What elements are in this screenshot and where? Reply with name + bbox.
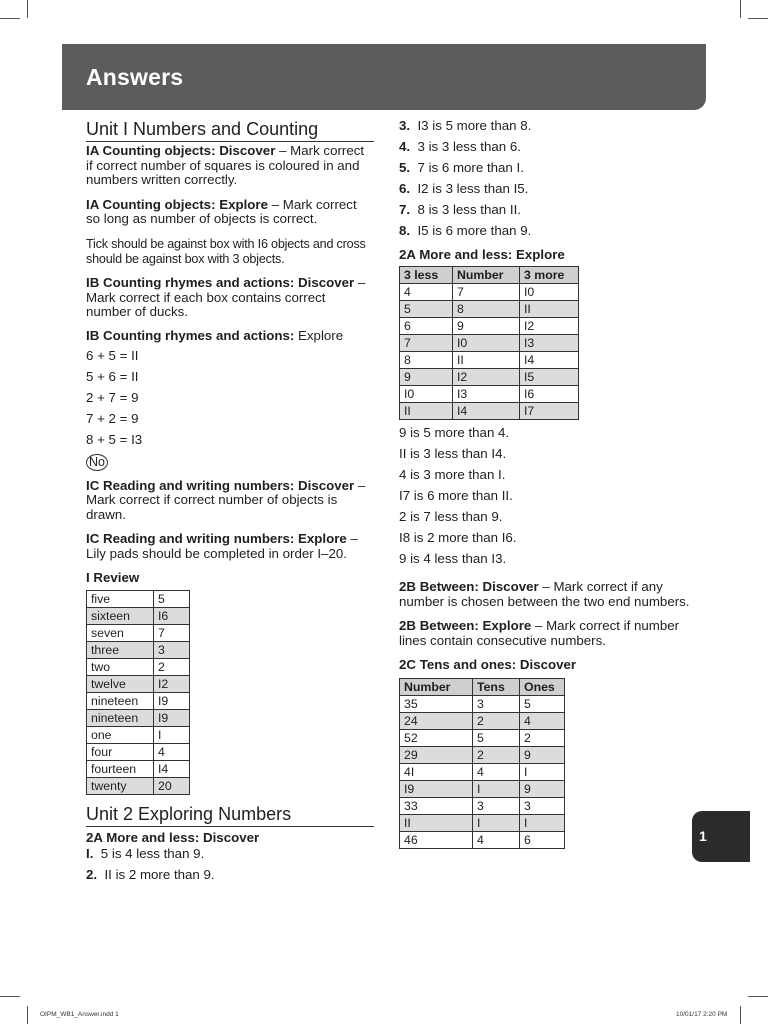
cell: 24 — [400, 713, 473, 730]
cell: I2 — [520, 318, 579, 335]
table-row — [400, 284, 579, 301]
table-row — [87, 675, 190, 692]
review-table — [86, 590, 190, 795]
cell: I5 — [520, 369, 579, 386]
cell: 2 — [473, 747, 520, 764]
cell: 9 — [400, 369, 453, 386]
cell: 8 — [453, 301, 520, 318]
cell: I — [520, 764, 565, 781]
cell: 52 — [400, 730, 473, 747]
equation-list — [86, 348, 374, 453]
unit1-title: Unit I Numbers and Counting — [86, 118, 374, 142]
review-word: fourteen — [87, 760, 154, 777]
cell: 5 — [520, 696, 565, 713]
numbered-answer: 5. 7 is 6 more than I. — [399, 160, 524, 175]
page-number: 1 — [699, 828, 707, 844]
unit2-title: Unit 2 Exploring Numbers — [86, 803, 374, 827]
unit1-para-tick: Tick should be against box with I6 objects and cross should be against box with 3 objects. — [86, 236, 366, 266]
unit1-para-1a-explore: IA Counting objects: Explore – Mark correct so long as number of objects is correct. — [86, 196, 357, 227]
crop-mark — [740, 0, 741, 18]
table-row — [400, 403, 579, 420]
table-row — [400, 832, 565, 849]
crop-mark — [27, 0, 28, 18]
cell: I6 — [520, 386, 579, 403]
right-column — [399, 118, 699, 849]
equation: 5 + 6 = II — [86, 368, 139, 384]
page-tab — [692, 811, 750, 862]
cell: 9 — [520, 747, 565, 764]
review-word: seven — [87, 624, 154, 641]
review-number: 3 — [154, 641, 190, 658]
table-row — [87, 760, 190, 777]
table-row — [400, 386, 579, 403]
table-row — [400, 352, 579, 369]
table-header-row — [400, 267, 579, 284]
cell: I4 — [453, 403, 520, 420]
more-less-table — [399, 266, 579, 420]
equation: 6 + 5 = II — [86, 347, 139, 363]
2b-discover: 2B Between: Discover – Mark correct if any number is chosen between the two end numbers. — [399, 579, 690, 609]
cell: I7 — [520, 403, 579, 420]
unit1-para-1a-discover: IA Counting objects: Discover – Mark correct if correct number of squares is coloured in and numbers written correctly. — [86, 143, 365, 188]
numbered-answer: 8. I5 is 6 more than 9. — [399, 223, 532, 238]
table-row — [87, 743, 190, 760]
2c-title: 2C Tens and ones: Discover — [399, 657, 577, 673]
equation: 2 + 7 = 9 — [86, 389, 139, 405]
numbered-answer: 2. II is 2 more than 9. — [86, 866, 215, 882]
table-row — [87, 726, 190, 743]
cell: I4 — [520, 352, 579, 369]
review-word: nineteen — [87, 709, 154, 726]
table-row — [87, 607, 190, 624]
equation: 8 + 5 = I3 — [86, 431, 143, 447]
cell: 9 — [520, 781, 565, 798]
2b-explore: 2B Between: Explore – Mark correct if number lines contain consecutive numbers. — [399, 618, 680, 648]
cell: 33 — [400, 798, 473, 815]
cell: 5 — [473, 730, 520, 747]
cell: 4I — [400, 764, 473, 781]
cell: II — [520, 301, 579, 318]
answers-header — [62, 44, 706, 110]
review-number: I — [154, 726, 190, 743]
sentence: 9 is 5 more than 4. — [399, 425, 510, 440]
column-header: 3 less — [400, 267, 453, 284]
review-number: I4 — [154, 760, 190, 777]
cell: 46 — [400, 832, 473, 849]
cell: I2 — [453, 369, 520, 386]
cell: 4 — [520, 713, 565, 730]
tens-ones-table — [399, 678, 565, 849]
cell: 7 — [400, 335, 453, 352]
column-header: 3 more — [520, 267, 579, 284]
cell: I3 — [453, 386, 520, 403]
table-row — [400, 747, 565, 764]
unit1-para-1c-discover: IC Reading and writing numbers: Discover – Mark correct if correct number of objects is drawn. — [86, 477, 366, 522]
review-number: 4 — [154, 743, 190, 760]
cell: 7 — [453, 284, 520, 301]
table-row — [400, 764, 565, 781]
table-row — [87, 709, 190, 726]
unit1-para-1b-explore: IB Counting rhymes and actions: Explore — [86, 327, 344, 343]
unit1-para-1b-discover: IB Counting rhymes and actions: Discover – Mark correct if each box contains correct number of ducks. — [86, 275, 366, 320]
table-row — [87, 692, 190, 709]
equation: 7 + 2 = 9 — [86, 410, 139, 426]
cell: I0 — [400, 386, 453, 403]
sentence: I8 is 2 more than I6. — [399, 530, 517, 545]
review-word: twenty — [87, 777, 154, 794]
left-column — [86, 118, 374, 888]
cell: 9 — [453, 318, 520, 335]
review-word: three — [87, 641, 154, 658]
column-header: Number — [453, 267, 520, 284]
table-row — [400, 335, 579, 352]
review-number: I2 — [154, 675, 190, 692]
table-row — [400, 696, 565, 713]
cell: I9 — [400, 781, 473, 798]
review-word: nineteen — [87, 692, 154, 709]
cell: 3 — [473, 696, 520, 713]
numbered-answer: 7. 8 is 3 less than II. — [399, 202, 521, 217]
review-word: five — [87, 590, 154, 607]
2a-discover-title: 2A More and less: Discover — [86, 829, 260, 845]
numbered-answer: I. 5 is 4 less than 9. — [86, 845, 205, 861]
numbered-answer: 3. I3 is 5 more than 8. — [399, 118, 532, 133]
sentence: 9 is 4 less than I3. — [399, 551, 507, 566]
sentence: 4 is 3 more than I. — [399, 467, 506, 482]
sentence: 2 is 7 less than 9. — [399, 509, 503, 524]
2a-explore-title: 2A More and less: Explore — [399, 247, 565, 262]
review-word: one — [87, 726, 154, 743]
crop-mark — [748, 18, 768, 19]
cell: 3 — [520, 798, 565, 815]
crop-mark — [748, 996, 768, 997]
sentence: II is 3 less than I4. — [399, 446, 507, 461]
column-header: Ones — [520, 679, 565, 696]
review-number: 20 — [154, 777, 190, 794]
review-number: I6 — [154, 607, 190, 624]
review-word: two — [87, 658, 154, 675]
table-row — [87, 590, 190, 607]
unit1-para-1c-explore: IC Reading and writing numbers: Explore – Lily pads should be completed in order I–20. — [86, 531, 358, 561]
circled-no: No — [86, 454, 108, 471]
table-row — [87, 658, 190, 675]
cell: 4 — [473, 764, 520, 781]
cell: 6 — [520, 832, 565, 849]
cell: 2 — [473, 713, 520, 730]
table-row — [400, 730, 565, 747]
numbered-answer: 6. I2 is 3 less than I5. — [399, 181, 529, 196]
numbered-answer: 4. 3 is 3 less than 6. — [399, 139, 521, 154]
review-title: I Review — [86, 569, 140, 585]
explore-sentences — [399, 425, 699, 572]
review-number: 2 — [154, 658, 190, 675]
table-row — [400, 318, 579, 335]
review-number: I9 — [154, 692, 190, 709]
cell: I — [473, 781, 520, 798]
table-row — [400, 301, 579, 318]
cell: 2 — [520, 730, 565, 747]
table-row — [400, 798, 565, 815]
table-row — [87, 777, 190, 794]
review-word: sixteen — [87, 607, 154, 624]
cell: I — [520, 815, 565, 832]
cell: 8 — [400, 352, 453, 369]
table-header-row — [400, 679, 565, 696]
table-row — [400, 815, 565, 832]
cell: I — [473, 815, 520, 832]
footer-filename: OIPM_WB1_Answer.indd 1 — [40, 1011, 119, 1018]
footer-timestamp: 10/01/17 2:20 PM — [676, 1011, 728, 1018]
table-row — [87, 624, 190, 641]
table-row — [400, 369, 579, 386]
cell: I3 — [520, 335, 579, 352]
crop-mark — [0, 996, 20, 997]
cell: 4 — [473, 832, 520, 849]
cell: I0 — [453, 335, 520, 352]
table-row — [87, 641, 190, 658]
cell: II — [453, 352, 520, 369]
review-number: I9 — [154, 709, 190, 726]
cell: I0 — [520, 284, 579, 301]
table-row — [400, 781, 565, 798]
table-row — [400, 713, 565, 730]
crop-mark — [27, 1006, 28, 1024]
cell: II — [400, 815, 473, 832]
review-number: 5 — [154, 590, 190, 607]
review-word: four — [87, 743, 154, 760]
cell: 6 — [400, 318, 453, 335]
circled-answer — [86, 453, 374, 475]
cell: 4 — [400, 284, 453, 301]
column-header: Number — [400, 679, 473, 696]
cell: 5 — [400, 301, 453, 318]
cell: 35 — [400, 696, 473, 713]
review-number: 7 — [154, 624, 190, 641]
crop-mark — [0, 18, 20, 19]
cell: 29 — [400, 747, 473, 764]
cell: II — [400, 403, 453, 420]
review-word: twelve — [87, 675, 154, 692]
crop-mark — [740, 1006, 741, 1024]
cell: 3 — [473, 798, 520, 815]
page-title: Answers — [86, 64, 184, 90]
column-header: Tens — [473, 679, 520, 696]
sentence: I7 is 6 more than II. — [399, 488, 513, 503]
